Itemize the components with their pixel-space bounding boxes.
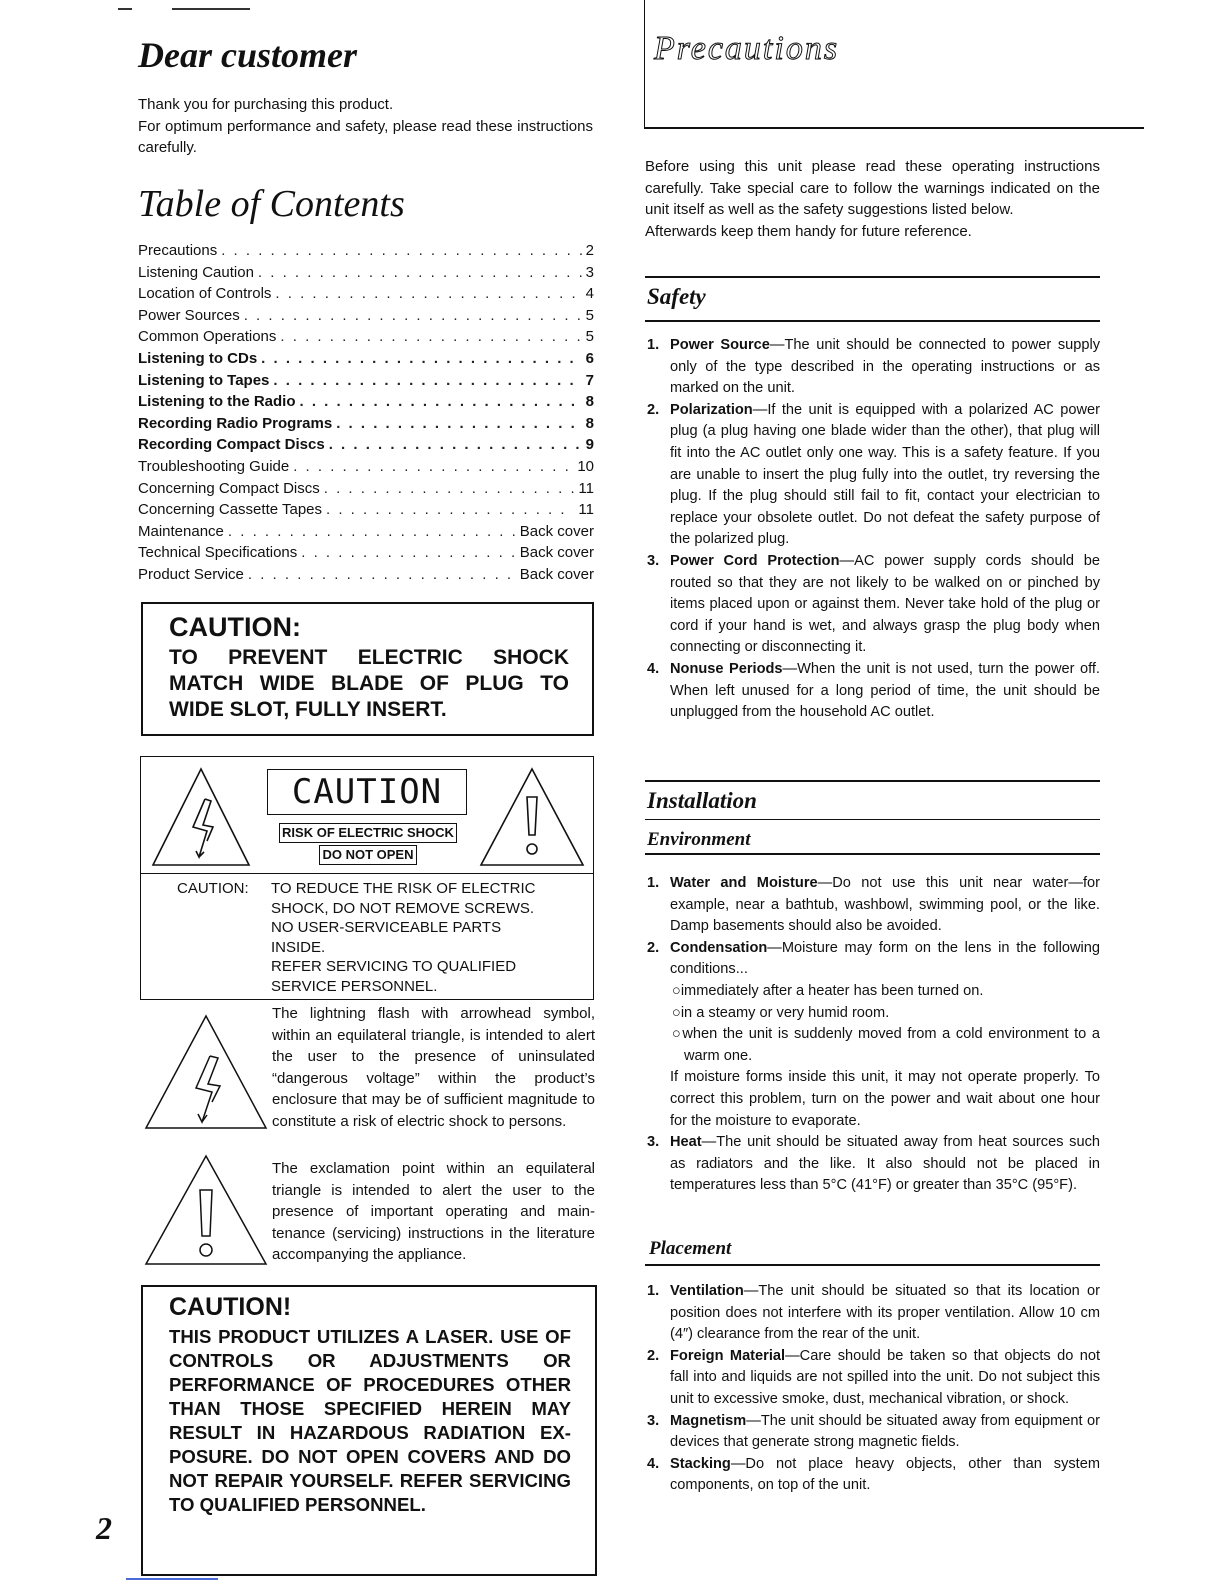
toc-leader: [326, 501, 574, 518]
toc-entry: [138, 523, 594, 545]
toc-entry-page: 5: [585, 306, 594, 324]
lightning-flash-icon: [142, 1012, 270, 1132]
condition-bullet: ○when the unit is suddenly moved from a cold environment to a warm one.: [672, 1026, 1100, 1064]
condition-bullet: ○in a steamy or very humid room.: [672, 1004, 890, 1021]
toc-entry-page: 10: [577, 457, 594, 475]
lightning-explanation: The lightning flash with arrowhead symbol, within an equilateral triangle, is intended to alert the user to the presence of uninsulated “dangerous voltage” within the product’s enclosure that may be of sufficient magnitude to constitute a risk of electric shock to persons.: [272, 1005, 595, 1130]
label-risk-text: [273, 823, 463, 865]
item-text: —The unit should be situated away from heat sources such as radiators and the like. It also should not be placed in temperatures less than 5°C (41°F) or greater than 35°C (95°F).: [670, 1134, 1100, 1194]
divider: [645, 1264, 1100, 1266]
toc-entry: [138, 436, 594, 458]
dear-line: Thank you for purchasing this product.: [138, 96, 394, 113]
toc-leader: [258, 264, 582, 281]
caution-laser-heading: CAUTION!: [169, 1293, 292, 1321]
item-number: 3.: [647, 552, 660, 569]
item-text: —The unit should be connected to power supply only of the type described in the operating instructions or as marked on the unit.: [670, 337, 1101, 397]
toc-entry-title: Troubleshooting Guide: [138, 457, 290, 475]
safety-title: Safety: [647, 284, 706, 309]
toc-entry: [138, 501, 594, 523]
label-caution-prefix: CAUTION:: [177, 880, 249, 897]
toc-entry-page: 8: [585, 414, 594, 432]
list-item: [647, 1281, 1100, 1346]
toc-leader: [301, 544, 516, 561]
intro-line: Before using this unit please read these operating instructions carefully. Take special care to follow the warnings indicated on the unit itself as well as the safety suggestions listed below.: [645, 158, 1100, 218]
precautions-title: Precautions: [654, 30, 840, 67]
toc-entry-title: Concerning Cassette Tapes: [138, 501, 322, 519]
divider: [645, 780, 1100, 782]
caution-word: CAUTION: [267, 769, 467, 815]
header-box-bottom-edge: [644, 127, 1144, 129]
toc-entry-title: Precautions: [138, 242, 218, 259]
item-heading: Power Source: [670, 337, 770, 353]
donot-open-text: DO NOT OPEN: [319, 845, 416, 865]
toc-entry: [138, 458, 594, 480]
caution-heading: CAUTION:: [169, 612, 301, 642]
scan-mark: [118, 8, 132, 10]
item-text: —Do not use this unit near water—for example, near a bathtub, washbowl, swimming pool, or the like. Damp basements should also be avoided.: [670, 875, 1101, 935]
toc-entry: [138, 372, 594, 394]
item-text: —The unit should be situated so that its location or position does not interfere with its proper ventilation. Allow 10 cm (4″) clearance from the rear of the unit.: [670, 1283, 1100, 1343]
environment-list: [647, 873, 1100, 1197]
item-heading: Condensation: [670, 939, 768, 956]
toc-entry: [138, 264, 594, 286]
toc-leader: [244, 307, 582, 324]
item-number: 2.: [647, 939, 660, 956]
condition-bullet: ○immediately after a heater has been turned on.: [672, 982, 984, 999]
label-line: REFER SERVICING TO QUALIFIED: [271, 958, 517, 975]
item-heading: Nonuse Periods: [670, 660, 783, 677]
item-number: 4.: [647, 1455, 660, 1472]
divider: [645, 819, 1100, 820]
label-caution-lines: [271, 879, 571, 996]
caution-line: MATCH WIDE BLADE OF PLUG TO: [169, 672, 569, 695]
toc-entry-title: Recording Radio Programs: [138, 414, 333, 432]
toc-entry-title: Listening to Tapes: [138, 371, 270, 389]
item-heading: Ventilation: [670, 1283, 744, 1299]
toc-entry-page: 11: [578, 501, 594, 519]
divider: [645, 320, 1100, 322]
toc-entry: [138, 242, 594, 264]
toc-leader: [300, 393, 582, 410]
toc-entry: [138, 350, 594, 372]
dear-customer-title: Dear customer: [138, 35, 357, 75]
toc-entry-title: Concerning Compact Discs: [138, 479, 320, 497]
toc-title: Table of Contents: [138, 183, 405, 225]
list-item: [647, 400, 1100, 551]
toc-leader: [275, 285, 581, 302]
item-number: 3.: [647, 1134, 660, 1151]
list-item: [647, 335, 1100, 400]
toc-entry-page: 11: [578, 479, 594, 497]
caution-laser-box: [141, 1285, 597, 1576]
toc-entry-page: 3: [585, 263, 594, 281]
toc-entry: [138, 307, 594, 329]
item-text: —If the unit is equipped with a polarized AC power plug (a plug having one blade wider than the other), that plug will fit into the AC outlet only one way. This is a safety feature. If you are unable to insert the plug fully into the outlet, try reversing the plug. If the plug should still fail to fit, contact your electrician to replace your obsolete outlet. Do not defeat the safety purpose of the polarized plug.: [670, 401, 1100, 548]
lightning-triangle-icon: [149, 765, 253, 869]
item-heading: Foreign Material: [670, 1347, 786, 1364]
toc-entry: [138, 393, 594, 415]
toc-entry: [138, 480, 594, 502]
dear-line: For optimum performance and safety, please read these instructions carefully.: [138, 117, 593, 156]
toc-leader: [324, 480, 575, 497]
toc-entry-title: Location of Controls: [138, 285, 272, 303]
list-item: [647, 873, 1100, 938]
list-item: [647, 659, 1100, 724]
toc-entry-page: 7: [585, 371, 594, 389]
toc-leader: [273, 372, 581, 389]
item-number: 1.: [647, 337, 660, 353]
caution-line: TO PREVENT ELECTRIC SHOCK: [169, 646, 569, 669]
toc-leader: [293, 458, 573, 475]
toc-entry: [138, 544, 594, 566]
dear-customer-text: [138, 94, 593, 159]
table-of-contents: [138, 242, 594, 588]
toc-entry-page: 5: [585, 328, 594, 346]
caution-plug-box: [141, 602, 594, 736]
toc-entry-page: 2: [585, 242, 594, 259]
label-line: TO REDUCE THE RISK OF ELECTRIC: [271, 880, 536, 897]
item-text: —Care should be taken so that objects do not fall into and liquids are not spilled into the unit. Do not subject this unit to excessive smoke, dust, mechanical vibration, or shock.: [670, 1347, 1100, 1407]
toc-entry-page: 9: [585, 436, 594, 454]
safety-list: [647, 335, 1100, 724]
toc-entry-title: Power Sources: [138, 306, 240, 324]
divider: [645, 276, 1100, 278]
toc-leader: [336, 415, 581, 432]
exclamation-point-icon: [142, 1154, 270, 1268]
toc-entry: [138, 415, 594, 437]
item-heading: Power Cord Protection: [670, 552, 840, 569]
toc-entry-title: Listening to the Radio: [138, 393, 296, 411]
installation-title: Installation: [647, 788, 757, 813]
toc-leader: [228, 523, 516, 540]
item-text: —The unit should be situated away from equipment or devices that generate strong magnetic fields.: [670, 1412, 1100, 1451]
list-item: [647, 1132, 1100, 1197]
page-number: 2: [96, 1510, 112, 1546]
toc-entry-title: Listening Caution: [138, 263, 254, 281]
toc-leader: [261, 350, 581, 367]
toc-entry-title: Common Operations: [138, 328, 277, 346]
list-item: [647, 1346, 1100, 1411]
item-heading: Polarization: [670, 401, 753, 418]
list-item: [647, 938, 1100, 1132]
item-number: 2.: [647, 1347, 660, 1364]
caution-plug-text: [169, 645, 569, 723]
risk-text: RISK OF ELECTRIC SHOCK: [279, 823, 457, 843]
precautions-intro: [645, 156, 1100, 242]
toc-entry: [138, 566, 594, 588]
environment-title: Environment: [647, 829, 751, 850]
scan-mark: [172, 8, 250, 10]
exclamation-triangle-icon: [477, 765, 587, 869]
caution-line: WIDE SLOT, FULLY INSERT.: [169, 698, 447, 721]
toc-entry-title: Technical Specifications: [138, 544, 298, 562]
item-number: 3.: [647, 1412, 660, 1429]
toc-entry-page: Back cover: [519, 544, 594, 562]
intro-line: Afterwards keep them handy for future reference.: [645, 222, 972, 240]
label-line: SHOCK, DO NOT REMOVE SCREWS.: [271, 899, 535, 917]
item-number: 2.: [647, 401, 660, 418]
list-item: [647, 1411, 1100, 1454]
placement-list: [647, 1281, 1100, 1497]
header-box-left-edge: [644, 0, 645, 128]
toc-leader: [280, 328, 581, 345]
item-number: 1.: [647, 1283, 660, 1299]
toc-leader: [329, 436, 582, 453]
placement-title: Placement: [649, 1238, 732, 1259]
toc-entry-page: 4: [585, 285, 594, 303]
label-line: INSIDE.: [271, 938, 326, 956]
toc-entry: [138, 285, 594, 307]
item-text: —Do not place heavy objects, other than system components, on top of the unit.: [670, 1455, 1100, 1494]
caution-label: [140, 756, 594, 874]
item-text: If moisture forms inside this unit, it may not operate properly. To correct this problem, turn on the power and wait about one hour for the moisture to evaporate.: [670, 1069, 1100, 1129]
toc-entry-page: Back cover: [519, 522, 594, 540]
toc-leader: [248, 566, 516, 583]
toc-entry-title: Maintenance: [138, 522, 224, 540]
toc-entry: [138, 328, 594, 350]
toc-entry-page: 8: [585, 393, 594, 411]
item-heading: Water and Moisture: [670, 875, 818, 891]
toc-entry-title: Listening to CDs: [138, 349, 258, 367]
list-item: [647, 1454, 1100, 1497]
item-number: 1.: [647, 875, 660, 891]
divider: [645, 853, 1100, 855]
item-heading: Stacking: [670, 1455, 731, 1472]
label-line: NO USER-SERVICEABLE PARTS: [271, 919, 502, 936]
toc-entry-page: 6: [585, 349, 594, 367]
item-heading: Magnetism: [670, 1412, 747, 1429]
item-text: —When the unit is not used, turn the power off. When left unused for a long period of time, the unit should be unplugged from the household AC outlet.: [670, 660, 1100, 721]
item-number: 4.: [647, 660, 660, 677]
toc-entry-page: Back cover: [519, 565, 594, 583]
label-line: SERVICE PERSONNEL.: [271, 977, 438, 995]
toc-entry-title: Product Service: [138, 565, 244, 583]
toc-leader: [221, 242, 581, 259]
caution-laser-text: THIS PRODUCT UTILIZES A LASER. USE OF CONTROLS OR ADJUSTMENTS OR PERFORMANCE OF PROCEDURES OTHER THAN THOSE SPECIFIED HEREIN MAY RESULT IN HAZARDOUS RADIATION EXPOSURE. DO NOT OPEN COVERS AND DO NOT REPAIR YOURSELF. REFER SERVICING TO QUALIFIED PERSONNEL.: [169, 1326, 571, 1515]
scan-mark: [126, 1578, 218, 1580]
exclamation-explanation: The exclamation point within an equilateral triangle is intended to alert the user to the presence of important operating and maintenance (servicing) instructions in the literature accompanying the appliance.: [272, 1160, 595, 1264]
item-text: —Moisture may form on the lens in the following conditions...: [670, 939, 1100, 978]
list-item: [647, 551, 1100, 659]
item-text: —AC power supply cords should be routed so that they are not likely to be walked on or pinched by items placed upon or against them. Never take hold of the plug or cord if your hand is wet, and always grasp the plug body when connecting or disconnecting it.: [670, 552, 1100, 656]
caution-label-text: [140, 873, 594, 1000]
toc-entry-title: Recording Compact Discs: [138, 436, 325, 454]
item-heading: Heat: [670, 1134, 702, 1151]
